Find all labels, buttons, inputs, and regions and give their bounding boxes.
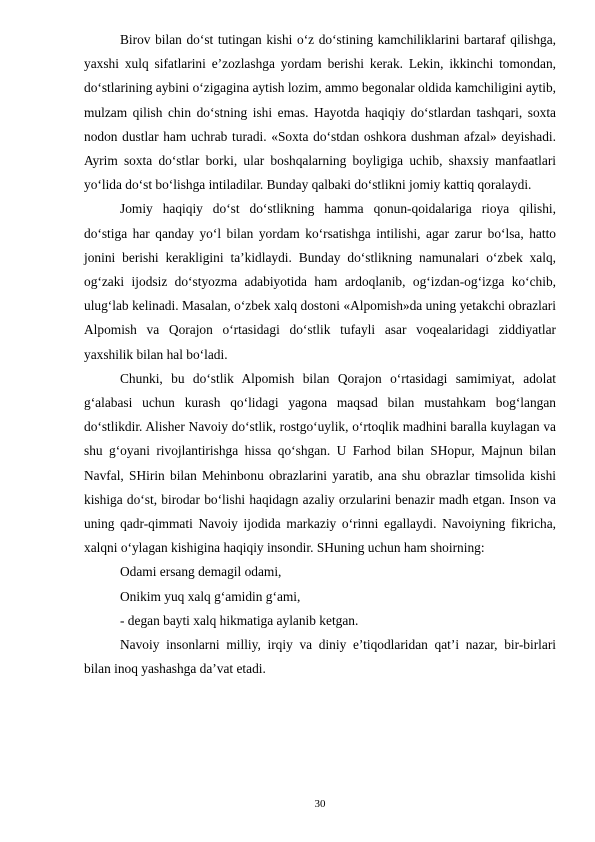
paragraph: Birov bilan do‘st tutingan kishi o‘z do‘stining kamchiliklarini bartaraf qilishga, yaxshi xulq sifatlarini e’zozlashga yordam berishi kerak. Lekin, ikkinchi tomondan, do‘stlarining aybini o‘zigagina aytish lozim, ammo begonalar oldida kamchiligini aytib, mulzam qilish chin do‘stning ishi emas. Hayotda haqiqiy do‘stlardan tashqari, soxta nodon dustlar ham uchrab turadi. «Soxta do‘stdan oshkora dushman afzal» deyishadi. Ayrim soxta do‘stlar borki, ular boshqalarning boyligiga uchib, shaxsiy manfaatlari yo‘lida do‘st bo‘lishga intiladilar. Bunday qalbaki do‘stlikni jomiy kattiq qoralaydi. [84,32,556,193]
document-body [84,28,556,681]
page-number: 30 [314,798,326,810]
verse-line: Onikim yuq xalq g‘amidin g‘ami, [120,588,301,604]
paragraph: Jomiy haqiqiy do‘st do‘stlikning hamma qonun-qoidalariga rioya qilishi, do‘stiga har qanday yo‘l bilan yordam ko‘rsatishga intilishi, agar zarur bo‘lsa, hatto jonini berishi kerakligini ta’kidlaydi. Bunday do‘stlikning namunalari o‘zbek xalq, og‘zaki ijodsiz do‘styozma adabiyotida ham ardoqlanib, og‘izdan-og‘izga ko‘chib, ulug‘lab kelinadi. Masalan, o‘zbek xalq dostoni «Alpomish»da uning yetakchi obrazlari Alpomish va Qorajon o‘rtasidagi do‘stlik tufayli asar voqealaridagi ziddiyatlar yaxshilik bilan hal bo‘ladi. [84,201,556,362]
verse-line: Odami ersang demagil odami, [120,564,282,580]
paragraph: Chunki, bu do‘stlik Alpomish bilan Qorajon o‘rtasidagi samimiyat, adolat g‘alabasi uchun kurash qo‘lidagi yagona maqsad bilan mustahkam bog‘langan do‘stlikdir. Alisher Navoiy do‘stlik, rostgo‘uylik, o‘rtoqlik madhini baralla kuylagan va shu g‘oyani rivojlantirishga hissa qo‘shgan. U Farhod bilan SHopur, Majnun bilan Navfal, SHirin bilan Mehinbonu obrazlarini yaratib, ana shu obrazlar timsolida kishi kishiga do‘st, birodar bo‘lishi haqidagn azaliy orzularini benazir madh etgan. Inson va uning qadr-qimmati Navoiy ijodida markaziy o‘rinni egallaydi. Navoiyning fikricha, xalqni o‘ylagan kishigina haqiqiy insondir. SHuning uchun ham shoirning: [84,370,556,556]
verse-caption: - degan bayti xalq hikmatiga aylanib ketgan. [120,612,359,628]
paragraph: Navoiy insonlarni milliy, irqiy va diniy e’tiqodlaridan qat’i nazar, bir-birlari bilan inoq yashashga da’vat etadi. [84,637,556,677]
